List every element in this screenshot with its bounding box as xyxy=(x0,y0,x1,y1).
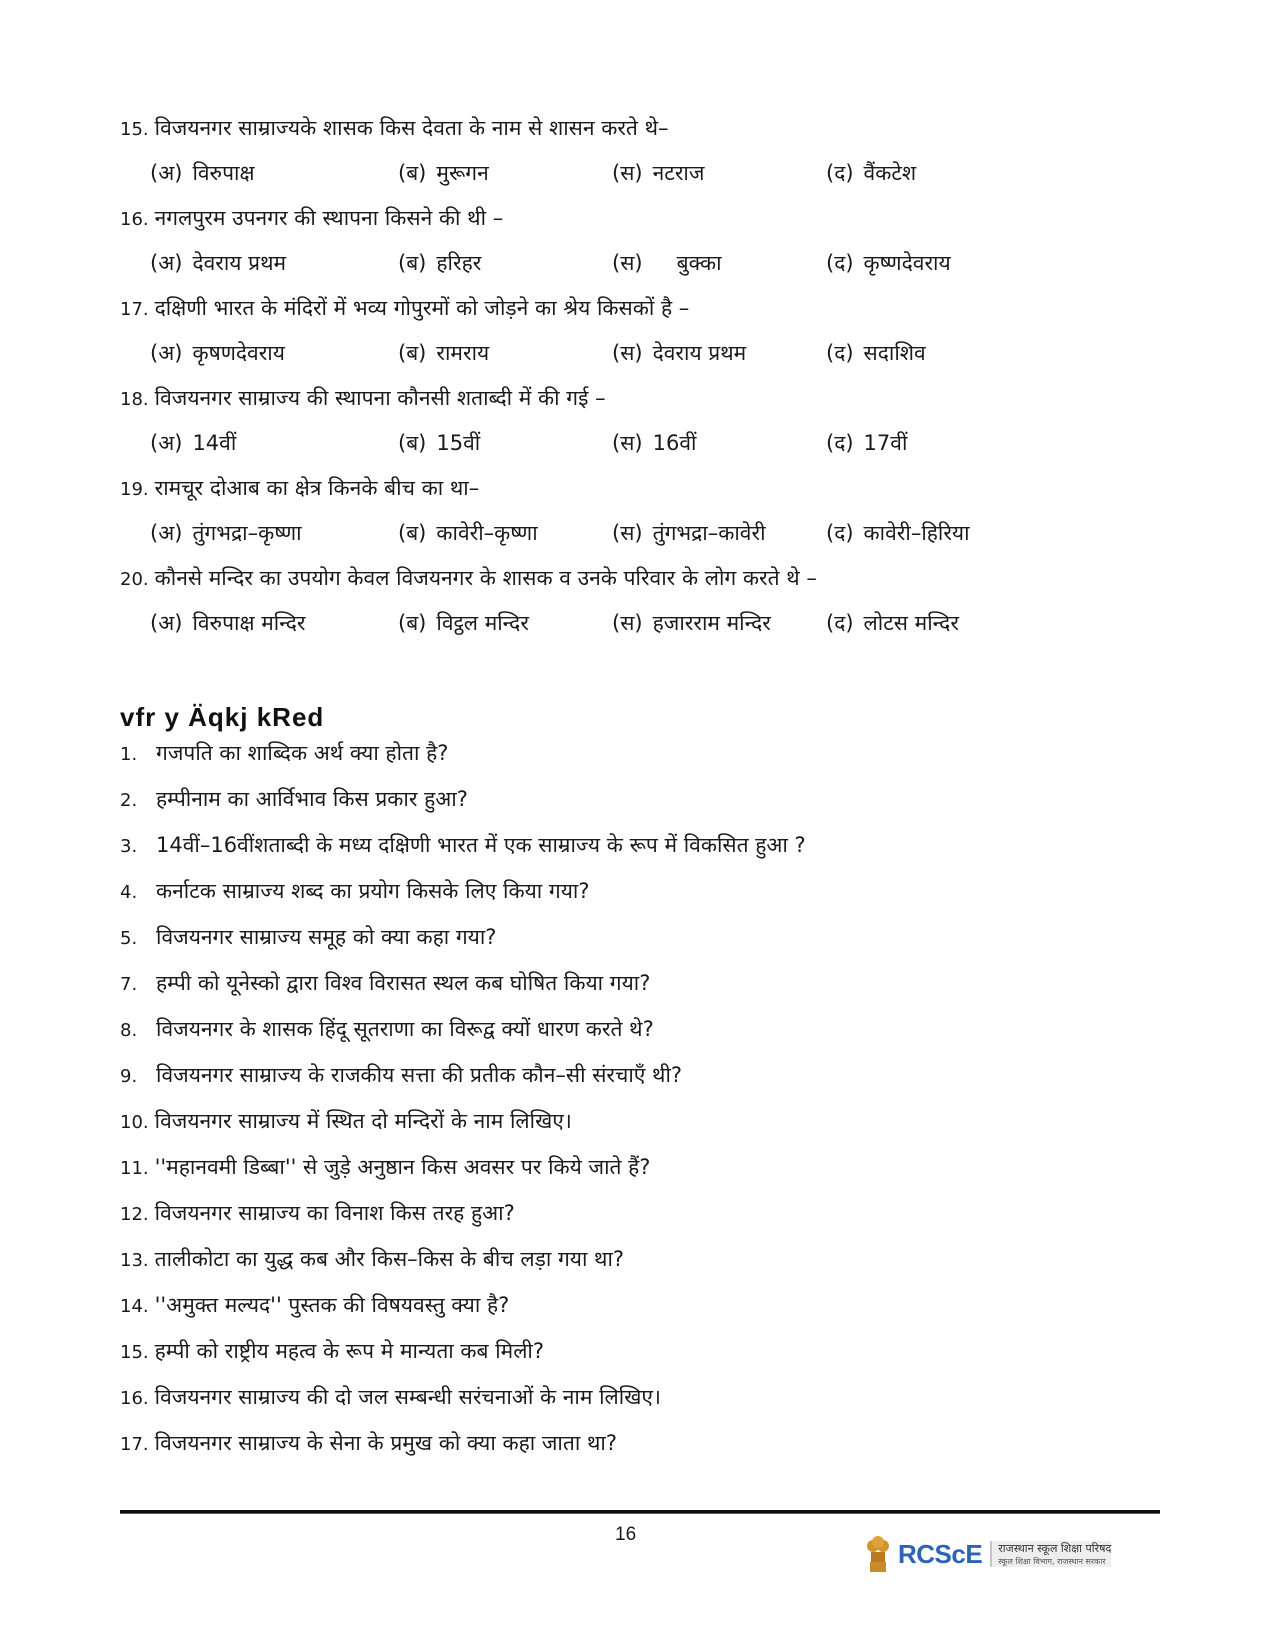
list-item: 7. हम्पी को यूनेस्को द्वारा विश्व विरासत स्थल कब घोषित किया गया? xyxy=(120,971,651,995)
option-b: (ब) विट्ठल मन्दिर xyxy=(398,611,529,635)
option-b: (ब) मुरूगन xyxy=(398,161,489,185)
list-item: 4. कर्नाटक साम्राज्य शब्द का प्रयोग किसके लिए किया गया? xyxy=(120,879,590,903)
option-c: (स) बुक्का xyxy=(612,251,722,275)
mcq-block xyxy=(120,106,1120,646)
question-text: विजयनगर साम्राज्य की स्थापना कौनसी शताब्दी में की गई – xyxy=(154,386,606,410)
option-b: (ब) रामराय xyxy=(398,341,490,365)
option-c: (स) 16वीं xyxy=(612,431,697,455)
rcsce-logo xyxy=(864,1531,1144,1577)
list-item: 15. हम्पी को राष्ट्रीय महत्व के रूप मे मान्यता कब मिली? xyxy=(120,1339,545,1363)
options-row xyxy=(120,240,1120,286)
list-item: 2. हम्पीनाम का आर्विभाव किस प्रकार हुआ? xyxy=(120,787,468,811)
list-item: 12. विजयनगर साम्राज्य का विनाश किस तरह हुआ? xyxy=(120,1201,515,1225)
question-text: कौनसे मन्दिर का उपयोग केवल विजयनगर के शासक व उनके परिवार के लोग करते थे – xyxy=(154,566,817,590)
list-item: 16. विजयनगर साम्राज्य की दो जल सम्बन्धी सरंचनाओं के नाम लिखिए। xyxy=(120,1385,661,1409)
list-item: 10. विजयनगर साम्राज्य में स्थित दो मन्दिरों के नाम लिखिए। xyxy=(120,1109,572,1133)
options-row xyxy=(120,420,1120,466)
national-emblem-icon xyxy=(864,1532,892,1576)
option-a: (अ) विरुपाक्ष मन्दिर xyxy=(150,611,306,635)
list-item: 1. गजपति का शाब्दिक अर्थ क्या होता है? xyxy=(120,741,449,765)
options-row xyxy=(120,150,1120,196)
option-b: (ब) कावेरी–कृष्णा xyxy=(398,521,538,545)
mcq-question xyxy=(120,286,1120,330)
logo-mark: RCScE xyxy=(898,1538,983,1569)
option-c: (स) हजारराम मन्दिर xyxy=(612,611,771,635)
option-b: (ब) हरिहर xyxy=(398,251,482,275)
options-row xyxy=(120,510,1120,556)
question-number: 20. xyxy=(120,569,149,590)
option-d: (द) कावेरी–हिरिया xyxy=(826,521,970,545)
mcq-question xyxy=(120,376,1120,420)
option-c: (स) देवराय प्रथम xyxy=(612,341,747,365)
list-item: 8. विजयनगर के शासक हिंदू सूतराणा का विरूद्व क्यों धारण करते थे? xyxy=(120,1017,654,1041)
list-item: 9. विजयनगर साम्राज्य के राजकीय सत्ता की प्रतीक कौन–सी संरचाएँ थी? xyxy=(120,1063,683,1087)
mcq-question xyxy=(120,556,1120,600)
option-d: (द) सदाशिव xyxy=(826,341,926,365)
question-number: 19. xyxy=(120,479,149,500)
list-item: 14. ''अमुक्त मल्यद'' पुस्तक की विषयवस्तु क्या है? xyxy=(120,1293,510,1317)
option-a: (अ) देवराय प्रथम xyxy=(150,251,287,275)
list-item: 5. विजयनगर साम्राज्य समूह को क्या कहा गया? xyxy=(120,925,497,949)
option-a: (अ) 14वीं xyxy=(150,431,237,455)
list-item: 11. ''महानवमी डिब्बा'' से जुड़े अनुष्ठान किस अवसर पर किये जाते हैं? xyxy=(120,1155,651,1179)
option-d: (द) लोटस मन्दिर xyxy=(826,611,959,635)
option-d: (द) कृष्णदेवराय xyxy=(826,251,951,275)
option-d: (द) 17वीं xyxy=(826,431,908,455)
footer-divider xyxy=(120,1510,1160,1514)
question-text: दक्षिणी भारत के मंदिरों में भव्य गोपुरमों को जोड़ने का श्रेय किसकों है – xyxy=(154,296,690,320)
question-text: रामचूर दोआब का क्षेत्र किनके बीच का था– xyxy=(154,476,480,500)
list-item: 17. विजयनगर साम्राज्य के सेना के प्रमुख को क्या कहा जाता था? xyxy=(120,1431,617,1455)
logo-caption: राजस्थान स्कूल शिक्षा परिषद स्कूल शिक्षा विभाग, राजस्थान सरकार xyxy=(990,1541,1111,1567)
option-d: (द) वैंकटेश xyxy=(826,161,917,185)
question-number: 18. xyxy=(120,389,149,410)
question-text: नगलपुरम उपनगर की स्थापना किसने की थी – xyxy=(154,206,504,230)
option-c: (स) नटराज xyxy=(612,161,705,185)
option-a: (अ) तुंगभद्रा–कृष्णा xyxy=(150,521,302,545)
mcq-question xyxy=(120,106,1120,150)
page-number: 16 xyxy=(615,1524,637,1545)
option-c: (स) तुंगभद्रा–कावेरी xyxy=(612,521,766,545)
options-row xyxy=(120,600,1120,646)
question-number: 16. xyxy=(120,209,149,230)
question-number: 15. xyxy=(120,119,149,140)
mcq-question xyxy=(120,196,1120,240)
question-number: 17. xyxy=(120,299,149,320)
section-heading: vfr y Äqkj kRed xyxy=(120,702,325,732)
question-text: विजयनगर साम्राज्यके शासक किस देवता के नाम से शासन करते थे– xyxy=(154,116,669,140)
options-row xyxy=(120,330,1120,376)
mcq-question xyxy=(120,466,1120,510)
option-b: (ब) 15वीं xyxy=(398,431,481,455)
option-a: (अ) कृषणदेवराय xyxy=(150,341,285,365)
option-a: (अ) विरुपाक्ष xyxy=(150,161,255,185)
list-item: 3. 14वीं–16वींशताब्दी के मध्य दक्षिणी भारत में एक साम्राज्य के रूप में विकसित हुआ ? xyxy=(120,833,806,857)
short-answer-list xyxy=(120,730,1120,1466)
list-item: 13. तालीकोटा का युद्ध कब और किस–किस के बीच लड़ा गया था? xyxy=(120,1247,625,1271)
